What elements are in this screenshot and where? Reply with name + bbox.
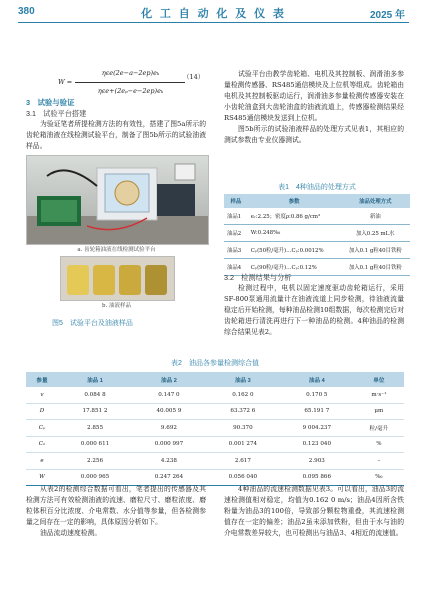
table-cell: 0.162 0 [206,387,280,403]
page-header [0,0,427,24]
subsection-heading: 3.2 检测结果与分析 [224,273,292,282]
table-row [26,453,404,470]
table-header-row [224,194,410,208]
table-cell: 40.005 9 [132,403,206,420]
table-cell: 63.372 6 [206,403,280,420]
paragraph: 油品流动速度检测。 [40,529,102,537]
table-row [224,208,410,225]
table-row [26,436,404,453]
table1 [224,194,410,276]
equation-number: （14） [183,73,205,81]
table-header-cell: 油品 2 [132,372,206,387]
table-cell: Cₚ(90粒/毫升)…Cₚ:0.12% [248,259,341,276]
table-cell: 0.170 5 [280,387,354,403]
table-cell: eᵣ:2.25；密度ρ:0.86 g/cm³ [248,208,341,225]
table-cell: 油品3 [224,242,248,259]
table-cell: 0.147 0 [132,387,206,403]
equation-prefix: W = [58,78,73,86]
table-cell: 9 004.237 [280,420,354,437]
equation-denominator: ηεe+(2eₚ−e−2ep)eₖ [97,87,164,95]
paragraph: 从表2的检测综合数据可看出，笔者提出的传感器及其检测方法可有效检测油液的流速、磨粒尺寸、磨粒浓度、磨粒体积百分比浓度、介电常数、水分值等参量，但各检测参量之间存在一定的影响，具体原因分析如下。 [26,485,206,526]
table-header-cell: 样品 [224,194,248,208]
table-cell: 加入0.1 g粒40目铁粉 [341,259,410,276]
table-header-cell: 参量 [26,372,58,387]
table-cell: ‰ [354,469,404,486]
subsection-heading: 3.1 试验平台搭建 [26,109,87,118]
equation-14 [58,69,205,96]
table-header-cell: 参数 [248,194,341,208]
table-cell: 0.000 997 [132,436,206,453]
table-cell: W:0.248‰ [248,225,341,242]
table-cell: 17.851 2 [58,403,132,420]
table-cell: 2.256 [58,453,132,470]
right-column-top [224,69,404,146]
table-cell: μm [354,403,404,420]
table-header-cell: 油品 3 [206,372,280,387]
bottom-right-column [224,484,404,539]
journal-year: 2025 年 [369,10,405,21]
right-column-results [224,272,404,338]
table-cell: 2.855 [58,420,132,437]
table-header-cell: 油品 4 [280,372,354,387]
table-cell: 0.056 040 [206,469,280,486]
table-cell: D [26,403,58,420]
table-cell: 2.617 [206,453,280,470]
left-column-top [26,97,206,152]
table-row [26,387,404,403]
table-cell: 新油 [341,208,410,225]
table-cell: 粒/毫升 [354,420,404,437]
table-cell: Cₚ [26,420,58,437]
paragraph: 图5b所示的试验油液样品的处理方式见表1，其相应的测试参数由专业仪器测试。 [224,125,404,144]
table-cell: v [26,387,58,403]
table-cell: Cₙ [26,436,58,453]
table-header-row [26,372,404,387]
table-cell: – [354,453,404,470]
figure-caption: 图5 试验平台及油液样品 [52,320,133,327]
table-cell: 0.123 040 [280,436,354,453]
equation-numerator: ηεe(2e−a−2ep)eₖ [101,69,160,77]
table2-caption: 表2 油品各参量检测综合值 [171,360,259,367]
photo-a-caption: a. 齿轮箱油液在线检测试验平台 [77,247,156,253]
bottom-left-column [26,484,206,539]
header-rule [18,22,409,23]
table-cell: 0.247 264 [132,469,206,486]
test-platform-photo [26,155,209,245]
table-cell: Cₚ(50粒/毫升)…Cₚ:0.0012% [248,242,341,259]
table-cell: 90.370 [206,420,280,437]
oil-samples-photo [60,256,175,301]
table-cell: W [26,469,58,486]
table-cell: 0.095 866 [280,469,354,486]
table-cell: 油品1 [224,208,248,225]
table2 [26,372,404,486]
table-row [26,403,404,420]
table-cell: 油品4 [224,259,248,276]
photo-b-caption: b. 油液样品 [101,303,132,309]
table-cell: 0.000 611 [58,436,132,453]
table-cell: 2.903 [280,453,354,470]
table-cell: m·s⁻¹ [354,387,404,403]
table-row [224,242,410,259]
table-cell: 加入0.25 mL水 [341,225,410,242]
table-cell: 0.001 274 [206,436,280,453]
table-row [26,420,404,437]
paragraph: 为验证笔者所提检测方法的有效性，搭建了图5a所示的齿轮箱油液在线检测试验平台，制备了图5b所示的试验油液样品。 [26,120,206,150]
table1-caption: 表1 4种油品的处理方式 [278,184,356,191]
table-cell: 65.191 7 [280,403,354,420]
paragraph: 检测过程中，电机以固定速度驱动齿轮箱运行，采用SF-800泵通用流量计在油液流道上同步检测，待油液流量稳定后开始检测，每种油品检测10组数据，每次检测完后对齿轮箱进行清洗再进行下一种油品的检测。4种油品的检测综合结果见表2。 [224,284,404,336]
journal-title: 化 工 自 动 化 及 仪 表 [141,7,286,20]
paragraph: 4种油品的流速检测数据见表3。可以看出，油品3的流速检测值相对稳定，均值为0.162 0 m/s；油品4因所含铁粉量为油品3的100倍，导致部分颗粒物重叠，其流速检测值存在一定的偏差；油品2虽未添加铁粉，但由于水与油的介电常数差异较大，也可检测出与油品3、4相近的流速值。 [224,485,404,537]
table-cell: 9.692 [132,420,206,437]
table-cell: 加入0.1 g粒40目铁粉 [341,242,410,259]
table-header-cell: 油品 1 [58,372,132,387]
paragraph: 试验平台由教学齿轮箱、电机及其控制板、润滑油多参量检测传感器、RS485通信模块及上位机等组成。齿轮箱由电机及其控制板驱动运行，润滑油多参量检测传感器安装在小齿轮油盒到大齿轮油盒的油液流道上，传感器检测结果经RS485通信模块发送到上位机。 [224,70,404,122]
section-heading: 3 试验与验证 [26,98,75,107]
table-cell: 0.084 8 [58,387,132,403]
table-cell: 4.238 [132,453,206,470]
table-cell: 油品2 [224,225,248,242]
table-cell: e [26,453,58,470]
table-cell: % [354,436,404,453]
table-header-cell: 油品处理方式 [341,194,410,208]
page-number: 380 [18,6,35,17]
table-row [224,225,410,242]
table-cell: 0.000 965 [58,469,132,486]
table-header-cell: 单位 [354,372,404,387]
